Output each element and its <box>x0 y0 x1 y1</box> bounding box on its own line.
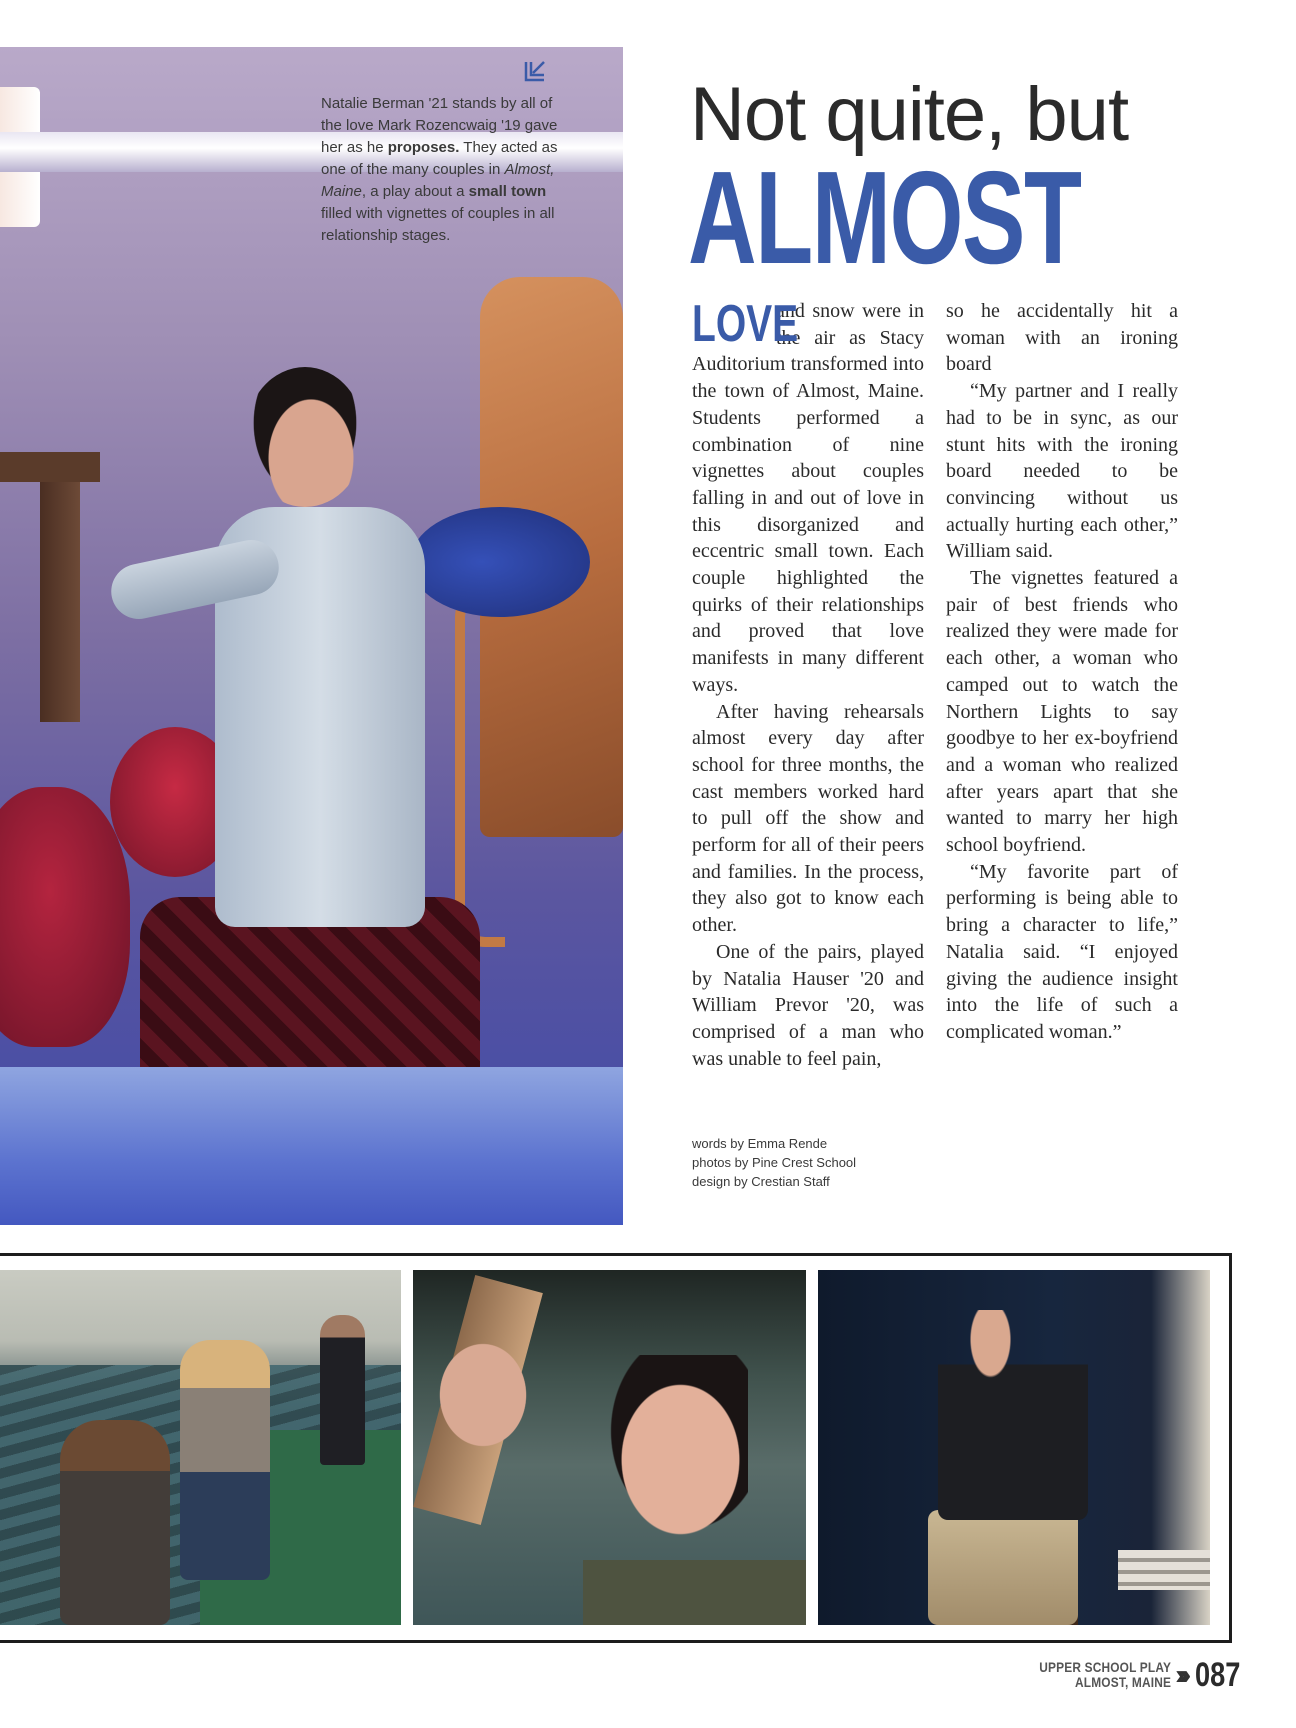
section-label: UPPER SCHOOL PLAY ALMOST, MAINE <box>1039 1659 1172 1690</box>
headline-line1: Not quite, but <box>690 72 1129 157</box>
article-paragraph: After having rehearsals almost every day after school for three months, the cast members worked hard to pull off the show and perform for all of their peers and families. In the process, they also got to know each other. <box>692 700 924 937</box>
page-footer <box>1016 1655 1252 1695</box>
article-paragraph: “My favorite part of performing is being able to bring a character to life,” Natalia said. “I enjoyed giving the audience insight into the life of such a complicated woman.” <box>946 860 1178 1043</box>
article-paragraph: One of the pairs, played by Natalia Hauser '20 and William Prevor '20, was comprised of a man who was unable to feel pain, <box>692 940 924 1070</box>
credits <box>692 1134 952 1191</box>
photo-caption: Natalie Berman '21 stands by all of the love Mark Rozencwaig '19 gave her as he proposes. They acted as one of the many couples in Almost, Maine, a play about a small town filled with vignettes of couples in all relationship stages. <box>321 95 558 244</box>
corner-arrow-icon <box>522 58 548 84</box>
photo-makeup <box>413 1270 806 1625</box>
article-column-2 <box>946 298 1178 1046</box>
article-paragraph: “My partner and I really had to be in sync, as our stunt hits with the ironing board needed to be convincing without us actually hurting each other,” William said. <box>946 380 1178 563</box>
credit-design: design by Crestian Staff <box>692 1174 830 1189</box>
credit-photos: photos by Pine Crest School <box>692 1155 857 1170</box>
photo-auditorium-costume <box>0 1270 401 1625</box>
article-paragraph: The vignettes featured a pair of best friends who realized they were made for each other, a woman who camped out to watch the Northern Lights to say goodbye to her ex-boyfriend and a woman who realized after years apart that she wanted to marry her high school boyfriend. <box>946 567 1178 857</box>
chevron-right-icon: ››› <box>1175 1659 1186 1690</box>
photo-stage-actor <box>818 1270 1210 1625</box>
headline-line2: ALMOST <box>688 144 1081 291</box>
article-column-1 <box>692 295 924 1072</box>
article-paragraph: LOVE and snow were in the air as Stacy Auditorium transformed into the town of Almost, Maine. Students performed a combination of nine vignettes about couples falling in and out of love in this disorganized and eccentric small town. Each couple highlighted the quirks of their relationships and proved that love manifests in many different ways. <box>692 295 924 696</box>
drop-cap: LOVE <box>692 295 799 353</box>
credit-words: words by Emma Rende <box>692 1136 828 1151</box>
article-paragraph: so he accidentally hit a woman with an ironing board <box>946 300 1178 376</box>
page-number: 087 <box>1195 1655 1241 1694</box>
